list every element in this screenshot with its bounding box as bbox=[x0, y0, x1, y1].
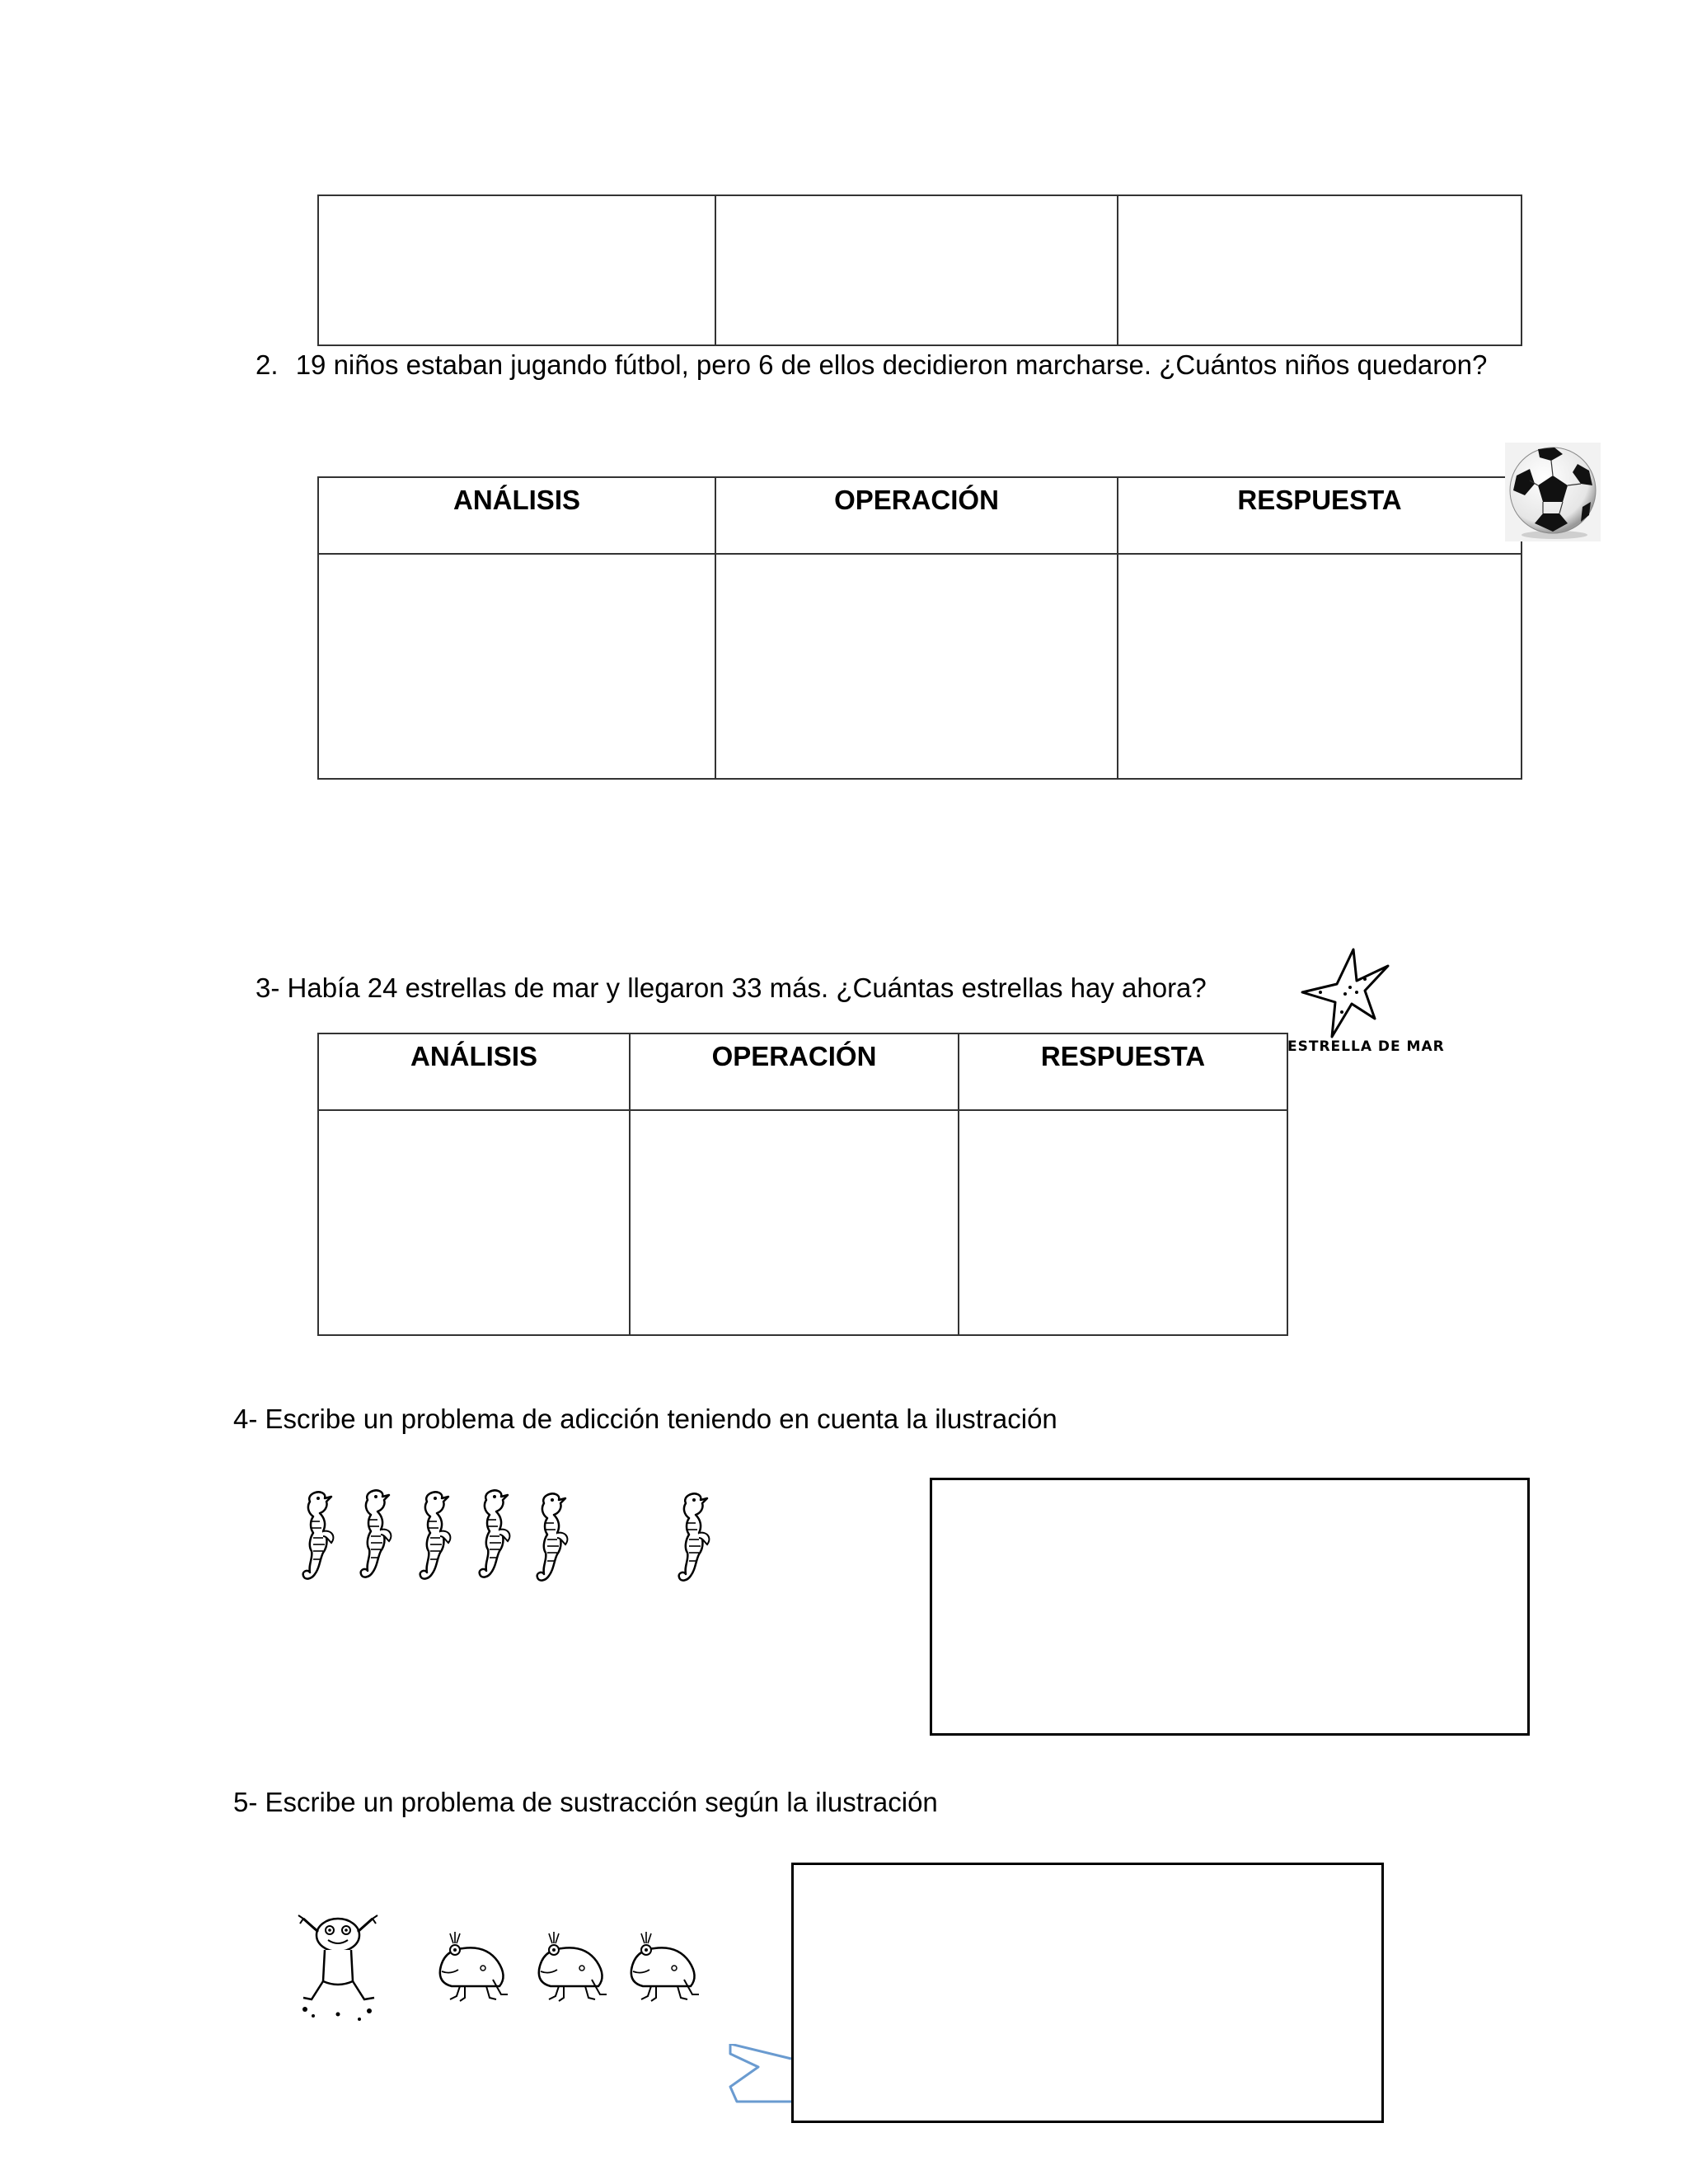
question-5-text: 5- Escribe un problema de sustracción según la ilustración bbox=[233, 1787, 938, 1817]
q3-analysis-cell[interactable] bbox=[318, 1110, 630, 1335]
question-2-statement: 19 niños estaban jugando fútbol, pero 6 de ellos decidieron marcharse. ¿Cuántos niños quedaron? bbox=[295, 349, 1488, 380]
question-3-table bbox=[317, 1033, 1288, 1336]
q2-operation-cell[interactable] bbox=[715, 554, 1118, 779]
header-answer: RESPUESTA bbox=[959, 1033, 1287, 1110]
header-analysis: ANÁLISIS bbox=[318, 477, 715, 554]
header-answer: RESPUESTA bbox=[1118, 477, 1522, 554]
prev-question-table bbox=[317, 194, 1522, 346]
starfish-caption: ESTRELLA DE MAR bbox=[1287, 1038, 1445, 1055]
prev-operation-cell[interactable] bbox=[715, 195, 1118, 345]
soccer-ball-icon bbox=[1505, 443, 1601, 541]
frog-jumping-icon bbox=[298, 1915, 377, 2021]
q2-analysis-cell[interactable] bbox=[318, 554, 715, 779]
question-3-text: 3- Había 24 estrellas de mar y llegaron 33 más. ¿Cuántas estrellas hay ahora? bbox=[256, 972, 1207, 1003]
question-5-answer-box[interactable] bbox=[791, 1863, 1384, 2123]
frog-sitting-icon bbox=[631, 1932, 699, 2001]
question-4-answer-box[interactable] bbox=[930, 1478, 1530, 1736]
seahorse-group bbox=[288, 1483, 750, 1591]
header-analysis: ANÁLISIS bbox=[318, 1033, 630, 1110]
q3-operation-cell[interactable] bbox=[630, 1110, 959, 1335]
frog-group bbox=[297, 1912, 742, 2027]
header-operation: OPERACIÓN bbox=[715, 477, 1118, 554]
question-2-table bbox=[317, 476, 1522, 780]
question-4-text: 4- Escribe un problema de adicción teniendo en cuenta la ilustración bbox=[233, 1404, 1057, 1434]
frog-sitting-icon bbox=[440, 1932, 508, 2001]
q2-answer-cell[interactable] bbox=[1118, 554, 1522, 779]
starfish-icon bbox=[1296, 940, 1403, 1038]
prev-analysis-cell[interactable] bbox=[318, 195, 715, 345]
header-operation: OPERACIÓN bbox=[630, 1033, 959, 1110]
frog-sitting-icon bbox=[539, 1932, 607, 2001]
q3-answer-cell[interactable] bbox=[959, 1110, 1287, 1335]
question-2-number: 2. bbox=[256, 349, 279, 380]
question-2-text bbox=[256, 349, 1487, 381]
prev-answer-cell[interactable] bbox=[1118, 195, 1522, 345]
